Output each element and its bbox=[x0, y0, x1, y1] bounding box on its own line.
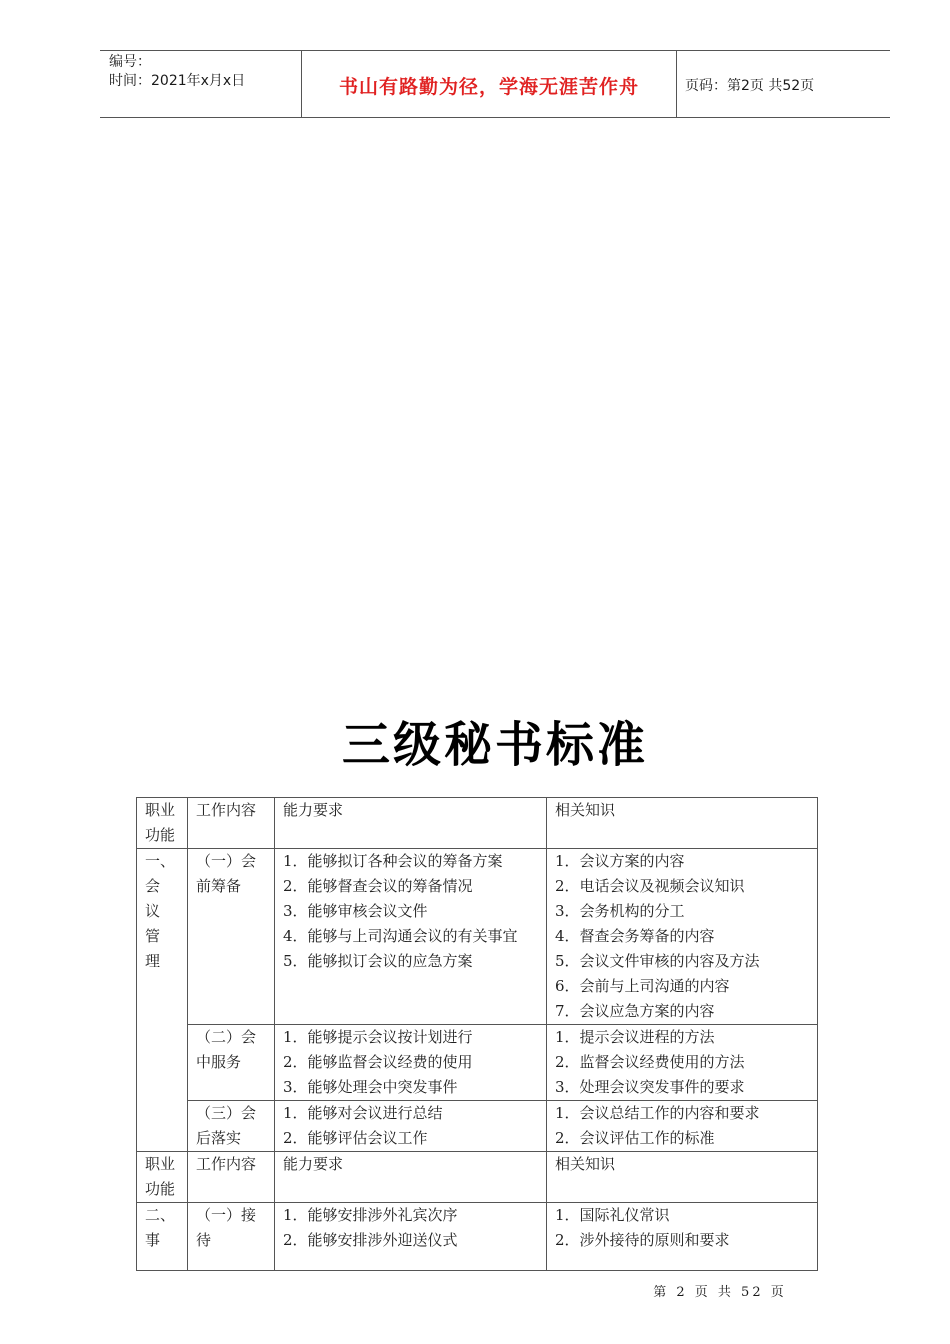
knowledge-cell: 1．会议方案的内容 2．电话会议及视频会议知识 3．会务机构的分工 4．督查会务筹备的内容 5．会议文件审核的内容及方法 6．会前与上司沟通的内容 7．会议应急方案的内容 bbox=[547, 849, 818, 1025]
table-row bbox=[137, 849, 818, 1025]
header-motto: 书山有路勤为径，学海无涯苦作舟 bbox=[338, 76, 639, 98]
header-time-label: 时间：2021年x月x日 bbox=[109, 73, 246, 89]
header-number-label: 编号： bbox=[109, 54, 151, 70]
abilities-cell: 1．能够拟订各种会议的筹备方案 2．能够督查会议的筹备情况 3．能够审核会议文件 4．能够与上司沟通会议的有关事宜 5．能够拟订会议的应急方案 bbox=[275, 849, 547, 1025]
knowledge-cell: 1．国际礼仪常识 2．涉外接待的原则和要求 bbox=[547, 1203, 818, 1271]
page-footer: 第 2 页 共 52 页 bbox=[653, 1285, 787, 1300]
header-cell-knowledge: 相关知识 bbox=[547, 1152, 818, 1203]
header-cell-function: 职业功能 bbox=[137, 1152, 188, 1203]
knowledge-cell: 1．会议总结工作的内容和要求 2．会议评估工作的标准 bbox=[547, 1101, 818, 1152]
header-divider-left bbox=[301, 51, 302, 117]
document-title: 三级秘书标准 bbox=[341, 717, 648, 773]
table-row bbox=[137, 1203, 818, 1271]
abilities-cell: 1．能够安排涉外礼宾次序 2．能够安排涉外迎送仪式 bbox=[275, 1203, 547, 1271]
content-cell: （一）会前筹备 bbox=[188, 849, 275, 1025]
content-cell: （一）接待 bbox=[188, 1203, 275, 1271]
function-cell-affairs: 二、 事 bbox=[137, 1203, 188, 1271]
header-cell-content: 工作内容 bbox=[188, 798, 275, 849]
table-row bbox=[137, 1101, 818, 1152]
table-header-row bbox=[137, 1152, 818, 1203]
header-cell-knowledge: 相关知识 bbox=[547, 798, 818, 849]
table-row bbox=[137, 1025, 818, 1101]
header-bottom-rule bbox=[100, 117, 890, 118]
header-cell-abilities: 能力要求 bbox=[275, 798, 547, 849]
header-top-rule bbox=[100, 50, 890, 51]
standards-table bbox=[136, 797, 818, 1271]
content-cell: （三）会后落实 bbox=[188, 1101, 275, 1152]
header-cell-abilities: 能力要求 bbox=[275, 1152, 547, 1203]
table-header-row bbox=[137, 798, 818, 849]
knowledge-cell: 1．提示会议进程的方法 2．监督会议经费使用的方法 3．处理会议突发事件的要求 bbox=[547, 1025, 818, 1101]
header-divider-right bbox=[676, 51, 677, 117]
function-cell-meeting-management: 一、 会 议 管 理 bbox=[137, 849, 188, 1152]
header-page-label: 页码：第2页 共52页 bbox=[685, 78, 815, 94]
abilities-cell: 1．能够对会议进行总结 2．能够评估会议工作 bbox=[275, 1101, 547, 1152]
header-cell-content: 工作内容 bbox=[188, 1152, 275, 1203]
content-cell: （二）会中服务 bbox=[188, 1025, 275, 1101]
header-cell-function: 职业功能 bbox=[137, 798, 188, 849]
abilities-cell: 1．能够提示会议按计划进行 2．能够监督会议经费的使用 3．能够处理会中突发事件 bbox=[275, 1025, 547, 1101]
